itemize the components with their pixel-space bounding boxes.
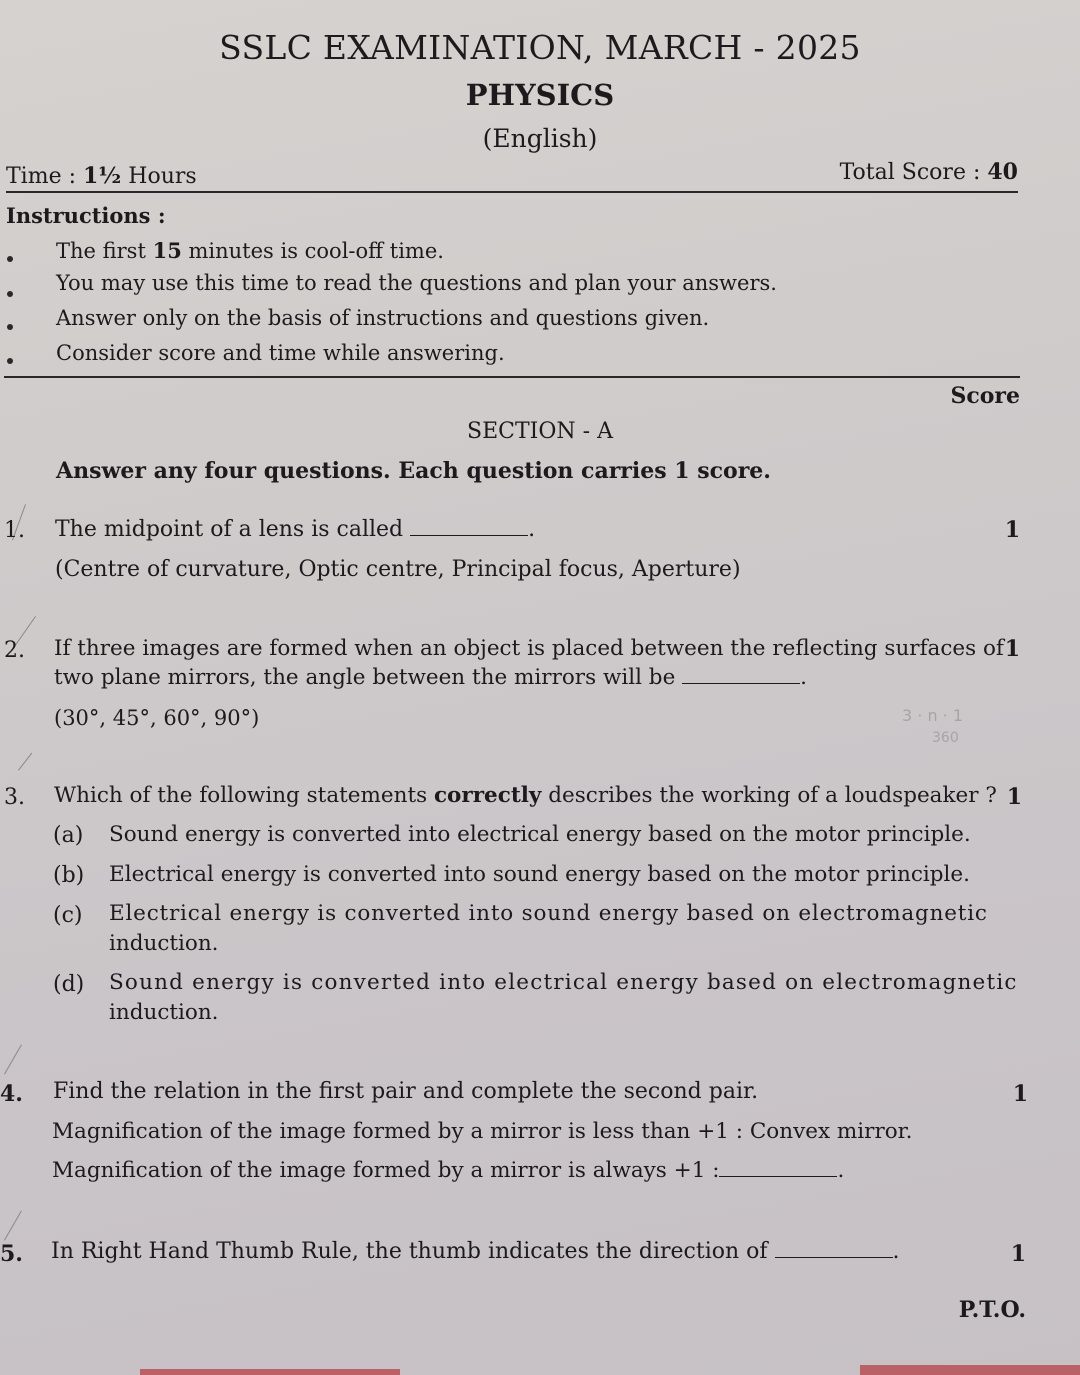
check-mark-icon bbox=[18, 753, 32, 771]
instruction-item: Answer only on the basis of instructions and questions given. bbox=[56, 306, 710, 330]
question-number: 5. bbox=[0, 1241, 23, 1267]
bullet-icon bbox=[7, 291, 13, 297]
instruction-bold: 15 bbox=[152, 238, 182, 263]
time-label: Time : bbox=[6, 164, 83, 189]
option-label: (a) bbox=[53, 823, 84, 848]
question-text: In Right Hand Thumb Rule, the thumb indicates the direction of bbox=[51, 1239, 768, 1264]
option-label: (c) bbox=[53, 903, 83, 928]
table-surface-edge bbox=[860, 1365, 1080, 1375]
total-score-info bbox=[840, 159, 1018, 185]
question-number: 2. bbox=[4, 638, 25, 663]
question-text: If three images are formed when an object is placed between the reflecting surfaces of bbox=[54, 636, 1004, 661]
option-text[interactable]: Electrical energy is converted into sound energy based on the motor principle. bbox=[109, 862, 970, 887]
instruction-text: The first bbox=[56, 239, 153, 263]
time-info bbox=[6, 163, 197, 189]
option-label: (d) bbox=[53, 972, 85, 997]
language-label: (English) bbox=[482, 124, 598, 153]
option-text[interactable]: Sound energy is converted into electrical energy based on electromagnetic bbox=[109, 970, 1018, 995]
question-options: (Centre of curvature, Optic centre, Principal focus, Aperture) bbox=[55, 557, 741, 582]
instruction-item bbox=[56, 238, 444, 263]
question-emphasis: correctly bbox=[433, 783, 542, 808]
question-text: The midpoint of a lens is called bbox=[55, 517, 404, 542]
answer-blank[interactable] bbox=[410, 521, 528, 536]
section-directive: Answer any four questions. Each question carries 1 score. bbox=[56, 458, 771, 484]
question-text: two plane mirrors, the angle between the mirrors will be bbox=[54, 665, 676, 690]
instructions-divider bbox=[4, 376, 1020, 378]
question-number: 4. bbox=[0, 1081, 23, 1107]
question-number: 1. bbox=[4, 518, 25, 543]
question-text: Find the relation in the first pair and complete the second pair. bbox=[53, 1079, 759, 1104]
table-surface-edge bbox=[140, 1369, 400, 1375]
bullet-icon bbox=[7, 256, 13, 262]
bullet-icon bbox=[7, 324, 13, 330]
handwritten-note: 3 · n · 1 bbox=[902, 706, 964, 725]
question-2-line2: two plane mirrors, the angle between the mirrors will be . bbox=[54, 665, 807, 690]
header-divider bbox=[6, 191, 1018, 193]
option-text[interactable]: Sound energy is converted into electrical energy based on the motor principle. bbox=[109, 822, 971, 847]
question-3-stem bbox=[54, 783, 997, 808]
option-text[interactable]: Electrical energy is converted into sound energy based on electromagnetic bbox=[109, 901, 988, 926]
check-mark-icon bbox=[4, 1045, 22, 1075]
total-score-value: 40 bbox=[987, 159, 1018, 185]
total-score-label: Total Score : bbox=[839, 160, 988, 185]
answer-blank[interactable] bbox=[775, 1243, 893, 1258]
question-text: describes the working of a loudspeaker ? bbox=[541, 783, 997, 808]
question-1-text: The midpoint of a lens is called . bbox=[55, 517, 536, 542]
pair-1-text: Magnification of the image formed by a mirror is less than +1 : Convex mirror. bbox=[52, 1119, 913, 1144]
check-mark-icon bbox=[4, 1211, 22, 1241]
question-options: (30°, 45°, 60°, 90°) bbox=[54, 706, 260, 730]
pair-2-text: Magnification of the image formed by a mirror is always +1 : bbox=[52, 1158, 720, 1183]
option-label: (b) bbox=[53, 863, 85, 888]
option-text-continued: induction. bbox=[109, 931, 219, 956]
option-text-continued: induction. bbox=[109, 1000, 219, 1025]
instructions-heading: Instructions : bbox=[6, 203, 166, 228]
pto-label: P.T.O. bbox=[958, 1297, 1026, 1323]
score-column-label: Score bbox=[950, 383, 1020, 409]
instruction-text: minutes is cool-off time. bbox=[181, 239, 444, 263]
instruction-item: Consider score and time while answering. bbox=[56, 341, 505, 365]
question-score: 1 bbox=[1006, 784, 1022, 810]
section-title: SECTION - A bbox=[467, 419, 613, 444]
question-score: 1 bbox=[1004, 636, 1020, 662]
subject-title: PHYSICS bbox=[465, 78, 615, 112]
exam-title: SSLC EXAMINATION, MARCH - 2025 bbox=[219, 28, 861, 67]
time-value: 1½ bbox=[83, 163, 122, 189]
bullet-icon bbox=[7, 358, 13, 364]
time-unit: Hours bbox=[121, 164, 197, 189]
question-text: Which of the following statements bbox=[54, 783, 434, 808]
question-score: 1 bbox=[1004, 517, 1020, 543]
handwritten-note: 360 bbox=[932, 730, 959, 746]
question-number: 3. bbox=[4, 785, 25, 810]
question-score: 1 bbox=[1010, 1241, 1026, 1267]
question-5-line: In Right Hand Thumb Rule, the thumb indicates the direction of . bbox=[51, 1239, 900, 1264]
pair-2-line: Magnification of the image formed by a mirror is always +1 : . bbox=[52, 1158, 845, 1183]
instruction-item: You may use this time to read the questions and plan your answers. bbox=[56, 271, 777, 295]
question-score: 1 bbox=[1012, 1081, 1028, 1107]
answer-blank[interactable] bbox=[719, 1162, 837, 1177]
answer-blank[interactable] bbox=[682, 669, 800, 684]
